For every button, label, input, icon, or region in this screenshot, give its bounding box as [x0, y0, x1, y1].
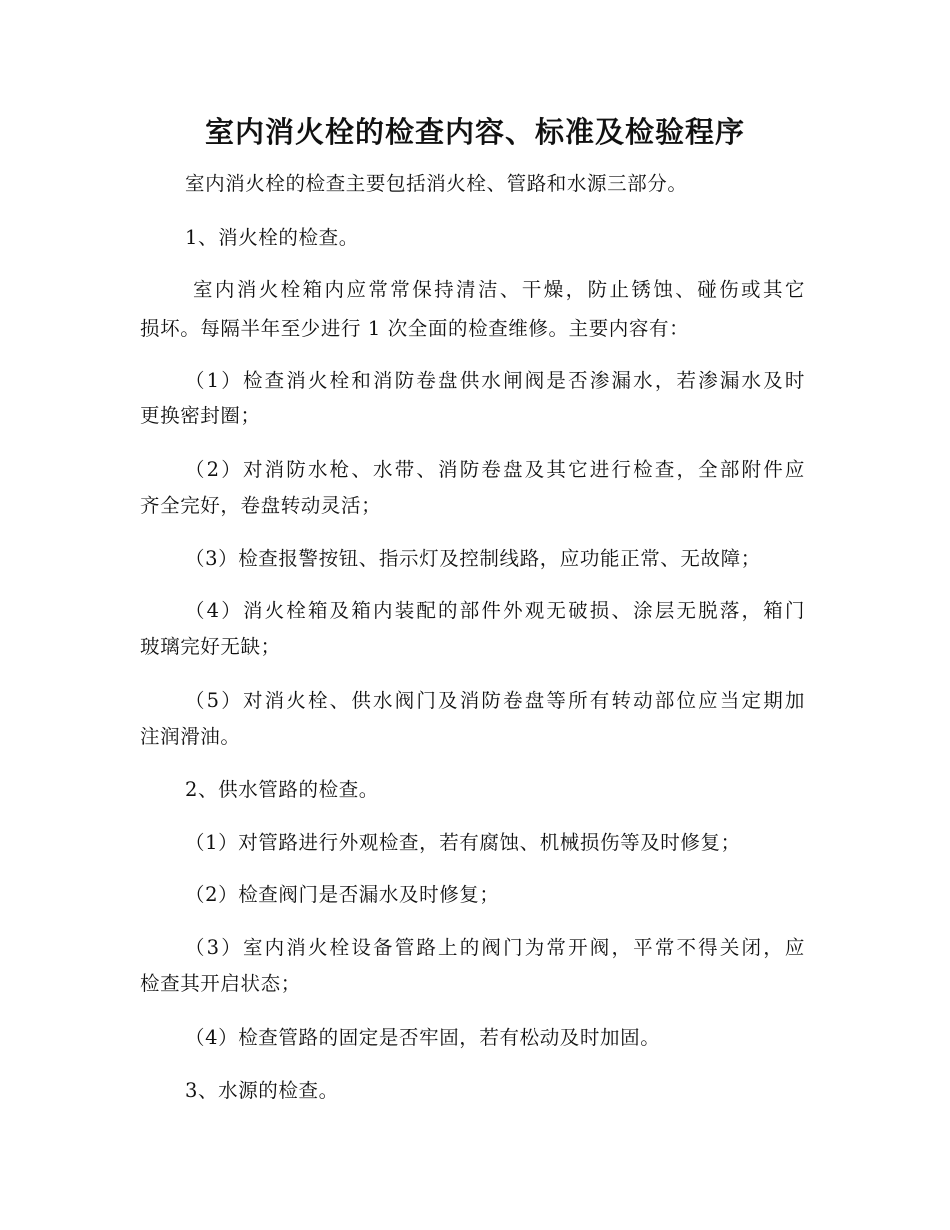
list-item-line: 齐全完好，卷盘转动灵活； — [140, 494, 382, 517]
list-item-line: 检查其开启状态； — [140, 972, 301, 995]
list-item-line: （4）消火栓箱及箱内装配的部件外观无破损、涂层无脱落，箱门 — [185, 599, 805, 622]
list-item-line: 更换密封圈； — [140, 404, 261, 427]
list-item-line: （2）对消防水枪、水带、消防卷盘及其它进行检查，全部附件应 — [185, 458, 805, 481]
list-item-line: 玻璃完好无缺； — [140, 635, 281, 658]
list-item-line: （1）对管路进行外观检查，若有腐蚀、机械损伤等及时修复； — [185, 831, 741, 854]
list-item-line: （1）检查消火栓和消防卷盘供水闸阀是否渗漏水，若渗漏水及时 — [185, 369, 805, 392]
intro-paragraph: 室内消火栓的检查主要包括消火栓、管路和水源三部分。 — [185, 172, 688, 195]
list-item-line: （4）检查管路的固定是否牢固，若有松动及时加固。 — [185, 1026, 661, 1049]
list-item-line: （2）检查阀门是否漏水及时修复； — [185, 883, 500, 906]
list-item-line: （3）检查报警按钮、指示灯及控制线路，应功能正常、无故障； — [185, 547, 761, 570]
section-heading-pipe-inspection: 2、供水管路的检查。 — [185, 778, 379, 801]
paragraph-line: 损坏。每隔半年至少进行 1 次全面的检查维修。主要内容有： — [140, 317, 690, 340]
document-title: 室内消火栓的检查内容、标准及检验程序 — [204, 115, 745, 149]
list-item-line: （3）室内消火栓设备管路上的阀门为常开阀，平常不得关闭，应 — [185, 936, 805, 959]
section-heading-water-source-inspection: 3、水源的检查。 — [185, 1079, 339, 1102]
section-heading-hydrant-inspection: 1、消火栓的检查。 — [185, 226, 359, 249]
list-item-line: 注润滑油。 — [140, 725, 241, 748]
list-item-line: （5）对消火栓、供水阀门及消防卷盘等所有转动部位应当定期加 — [185, 689, 805, 712]
paragraph-line: 室内消火栓箱内应常常保持清洁、干燥，防止锈蚀、碰伤或其它 — [193, 278, 805, 301]
